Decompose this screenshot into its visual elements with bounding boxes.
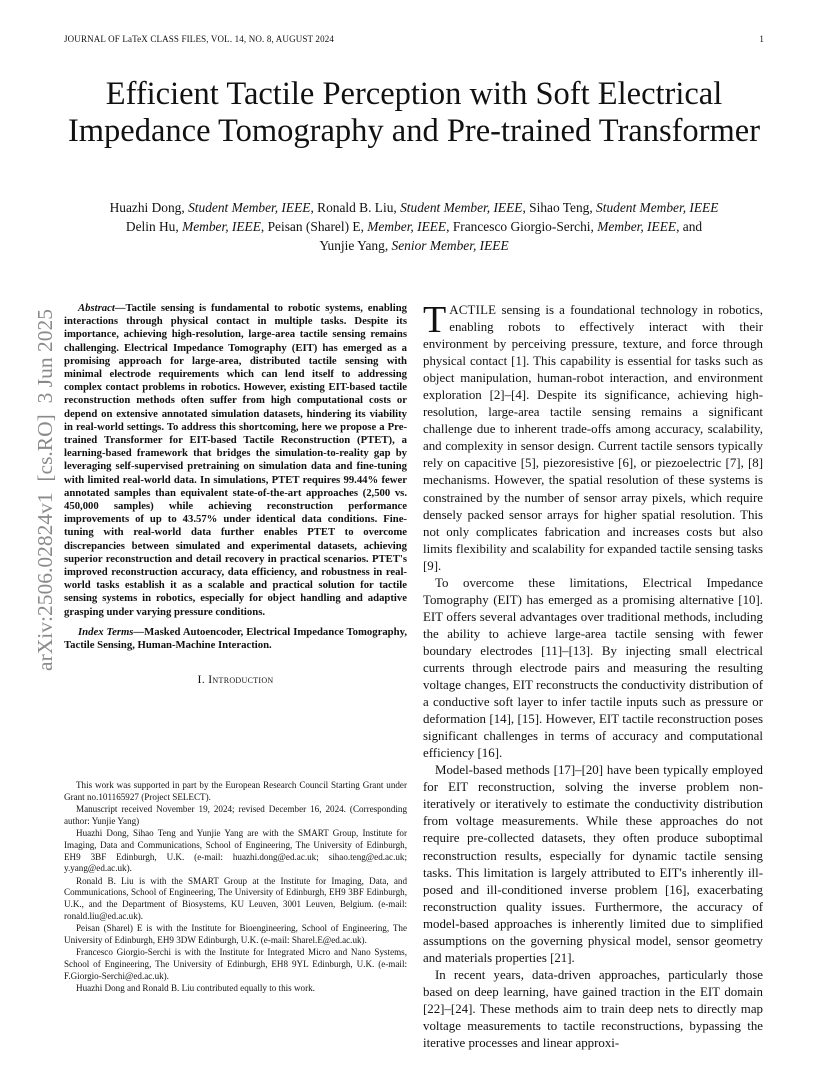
section-title: Introduction xyxy=(208,672,274,687)
intro-paragraph: In recent years, data-driven approaches, particularly those based on deep learning, have gained traction in the EIT domain [22]–[24]. These methods aim to train deep nets to directly map voltage measurements to tactile reconstructions, bypassing the iterative processes and linear approxi- xyxy=(423,967,763,1051)
footnote: This work was supported in part by the European Research Council Starting Grant under Grant no.101165927 (Project SELECT). xyxy=(64,780,407,802)
author-role: Senior Member, IEEE xyxy=(391,238,509,253)
paper-title: Efficient Tactile Perception with Soft Electrical Impedance Tomography and Pre-trained Transformer xyxy=(67,76,761,149)
author-name: Huazhi Dong xyxy=(109,200,182,215)
footnote: Francesco Giorgio-Serchi is with the Institute for Integrated Micro and Nano Systems, School of Engineering, The University of Edinburgh, EH8 9YL Edinburgh, U.K. (e-mail: F.Giorgio-Serchi@ed.ac.uk). xyxy=(64,947,407,981)
intro-first-word: ACTILE xyxy=(449,303,497,317)
author-role: Student Member, IEEE xyxy=(596,200,719,215)
running-header xyxy=(64,34,764,48)
footnote: Peisan (Sharel) E is with the Institute for Bioengineering, School of Engineering, The University of Edinburgh, EH9 3DW Edinburgh, U.K. (e-mail: Sharel.E@ed.ac.uk). xyxy=(64,923,407,945)
intro-paragraph xyxy=(423,299,763,575)
author-role: Member, IEEE xyxy=(182,219,261,234)
section-heading xyxy=(64,672,407,687)
index-terms xyxy=(64,626,407,652)
author-role: Student Member, IEEE xyxy=(400,200,523,215)
author-name: Ronald B. Liu xyxy=(317,200,394,215)
left-column xyxy=(64,302,407,687)
footnote: Huazhi Dong and Ronald B. Liu contributed equally to this work. xyxy=(76,983,315,994)
author-role: Member, IEEE xyxy=(597,219,677,234)
abstract-label: Abstract— xyxy=(78,302,126,314)
intro-paragraph: Model-based methods [17]–[20] have been typically employed for EIT reconstruction, solving the inverse problem non-iteratively or iteratively to estimate the conductivity distribution from voltage measurements. While these approaches do not require pre-collected datasets, they often produce suboptimal reconstruction results, especially for dynamic tactile sensing tasks. This limitation is largely attributed to EIT's inherently ill-posed and ill-conditioned inverse problem [16], exacerbating reconstruction quality issues. Furthermore, the accuracy of model-based approaches is inherently limited due to simplified assumptions on the governing physical model, sensor geometry and materials properties [21]. xyxy=(423,763,763,965)
index-terms-text: Masked Autoencoder, Electrical Impedance Tomography, Tactile Sensing, Human-Machine Interaction. xyxy=(64,625,407,652)
index-terms-label: Index Terms— xyxy=(78,625,145,638)
arxiv-stamp-graphic xyxy=(18,305,64,675)
drop-cap: T xyxy=(423,299,447,341)
footnote: Ronald B. Liu is with the SMART Group at the Institute for Imaging, Data, and Communications, School of Engineering, The University of Edinburgh, EH9 3BF Edinburgh, U.K., and the Department of Biosystems, KU Leuven, 3001 Leuven, Belgium. (e-mail: ronald.liu@ed.ac.uk). xyxy=(64,875,407,921)
footnote: Manuscript received November 19, 2024; revised December 16, 2024. (Corresponding author: Yunjie Yang) xyxy=(64,804,407,826)
footnotes xyxy=(64,780,407,996)
author-name: Delin Hu xyxy=(125,219,176,234)
journal-header: JOURNAL OF LaTeX CLASS FILES, VOL. 14, NO. 8, AUGUST 2024 xyxy=(64,34,335,44)
page-number: 1 xyxy=(759,34,764,44)
intro-text: sensing is a foundational technology in robotics, enabling robots to effectively interact with their environment by perceiving pressure, texture, and force through physical contact [1]. This capability is essential for tasks such as object manipulation, human-robot interaction, and environment exploration [2]–[4]. Despite its significance, achieving high-resolution, large-area tactile sensing remains a significant challenge due to inherent trade-offs among accuracy, scalability, and complexity in sensor design. Current tactile sensors typically rely on capacitive [5], piezoresistive [6], or piezoelectric [7], [8] mechanisms. However, the spatial resolution of these systems is constrained by the number of sensor array pixels, which require densely packed sensor arrays for higher spatial resolution. This not only complicates fabrication and increases costs but also limits flexibility and scalability for expanded tactile sensing tasks [9]. xyxy=(423,303,763,573)
arxiv-stamp xyxy=(18,305,64,675)
author-name: Francesco Giorgio-Serchi xyxy=(452,219,591,234)
author-role: Student Member, IEEE xyxy=(188,200,311,215)
intro-paragraph: To overcome these limitations, Electrical Impedance Tomography (EIT) has emerged as a promising alternative [10]. EIT offers several advantages over traditional methods, including the ability to achieve large-area tactile sensing with fewer boundary electrodes [11]–[13]. By injecting small electrical currents through electrode pairs and measuring the resulting voltage changes, EIT reconstructs the conductivity distribution of a conductive soft layer to infer tactile inputs such as pressure or deformation [14], [15]. However, EIT tactile reconstruction poses significant challenges in terms of accuracy and computational efficiency [16]. xyxy=(423,575,763,761)
author-list: Huazhi Dong, Student Member, IEEE, Ronald B. Liu, Student Member, IEEE, Sihao Teng, Student Member, IEEE Delin Hu, Member, IEEE, Peisan (Sharel) E, Member, IEEE, Francesco Giorgio-Serchi, Member, IEEE, and Yunjie Yang, Senior Member, IEEE xyxy=(109,200,719,253)
author-name: Peisan (Sharel) E xyxy=(267,219,361,234)
author-name: Sihao Teng xyxy=(529,200,590,215)
abstract xyxy=(64,302,407,619)
footnote: Huazhi Dong, Sihao Teng and Yunjie Yang are with the SMART Group, Institute for Imaging, Data and Communications, School of Engineering, The University of Edinburgh, EH9 3BF Edinburgh, U.K. (e-mail: huazhi.dong@ed.ac.uk; sihao.teng@ed.ac.uk; y.yang@ed.ac.uk). xyxy=(64,828,407,874)
author-role: Member, IEEE xyxy=(367,219,447,234)
abstract-text: Tactile sensing is fundamental to robotic systems, enabling interactions through physical contact in multiple tasks. Despite its importance, achieving high-resolution, large-area tactile sensing remains challenging. Electrical Impedance Tomography (EIT) has emerged as a promising approach for large-area, distributed tactile sensing with minimal electrode requirements which can lend itself to addressing complex contact problems in robotics. However, existing EIT-based tactile reconstruction methods often suffer from high computational costs or depend on extensive annotated simulation datasets, hindering its viability in real-world settings. To address this shortcoming, here we propose a Pre-trained Transformer for EIT-based Tactile Reconstruction (PTET), a learning-based framework that bridges the simulation-to-reality gap by leveraging self-supervised pretraining on simulation data and fine-tuning with limited real-world data. In simulations, PTET requires 99.44% fewer annotated samples than equivalent state-of-the-art approaches (2,500 vs. 450,000 samples) while achieving reconstruction performance improvements of up to 43.57% under identical data conditions. Fine-tuning with real-world data further enables PTET to overcome discrepancies between simulated and experimental datasets, achieving superior reconstruction and detail recovery in practical scenarios. PTET's improved reconstruction accuracy, data efficiency, and robustness in real-world tasks establish it as a scalable and practical solution for tactile sensing systems in robotics, especially for object handling and adaptive grasping under varying pressure conditions. xyxy=(64,302,407,618)
right-column xyxy=(423,299,763,1052)
arxiv-identifier: arXiv:2506.02824v1 [cs.RO] 3 Jun 2025 xyxy=(33,309,57,671)
section-number: I. xyxy=(197,672,205,687)
author-name: Yunjie Yang xyxy=(319,238,385,253)
